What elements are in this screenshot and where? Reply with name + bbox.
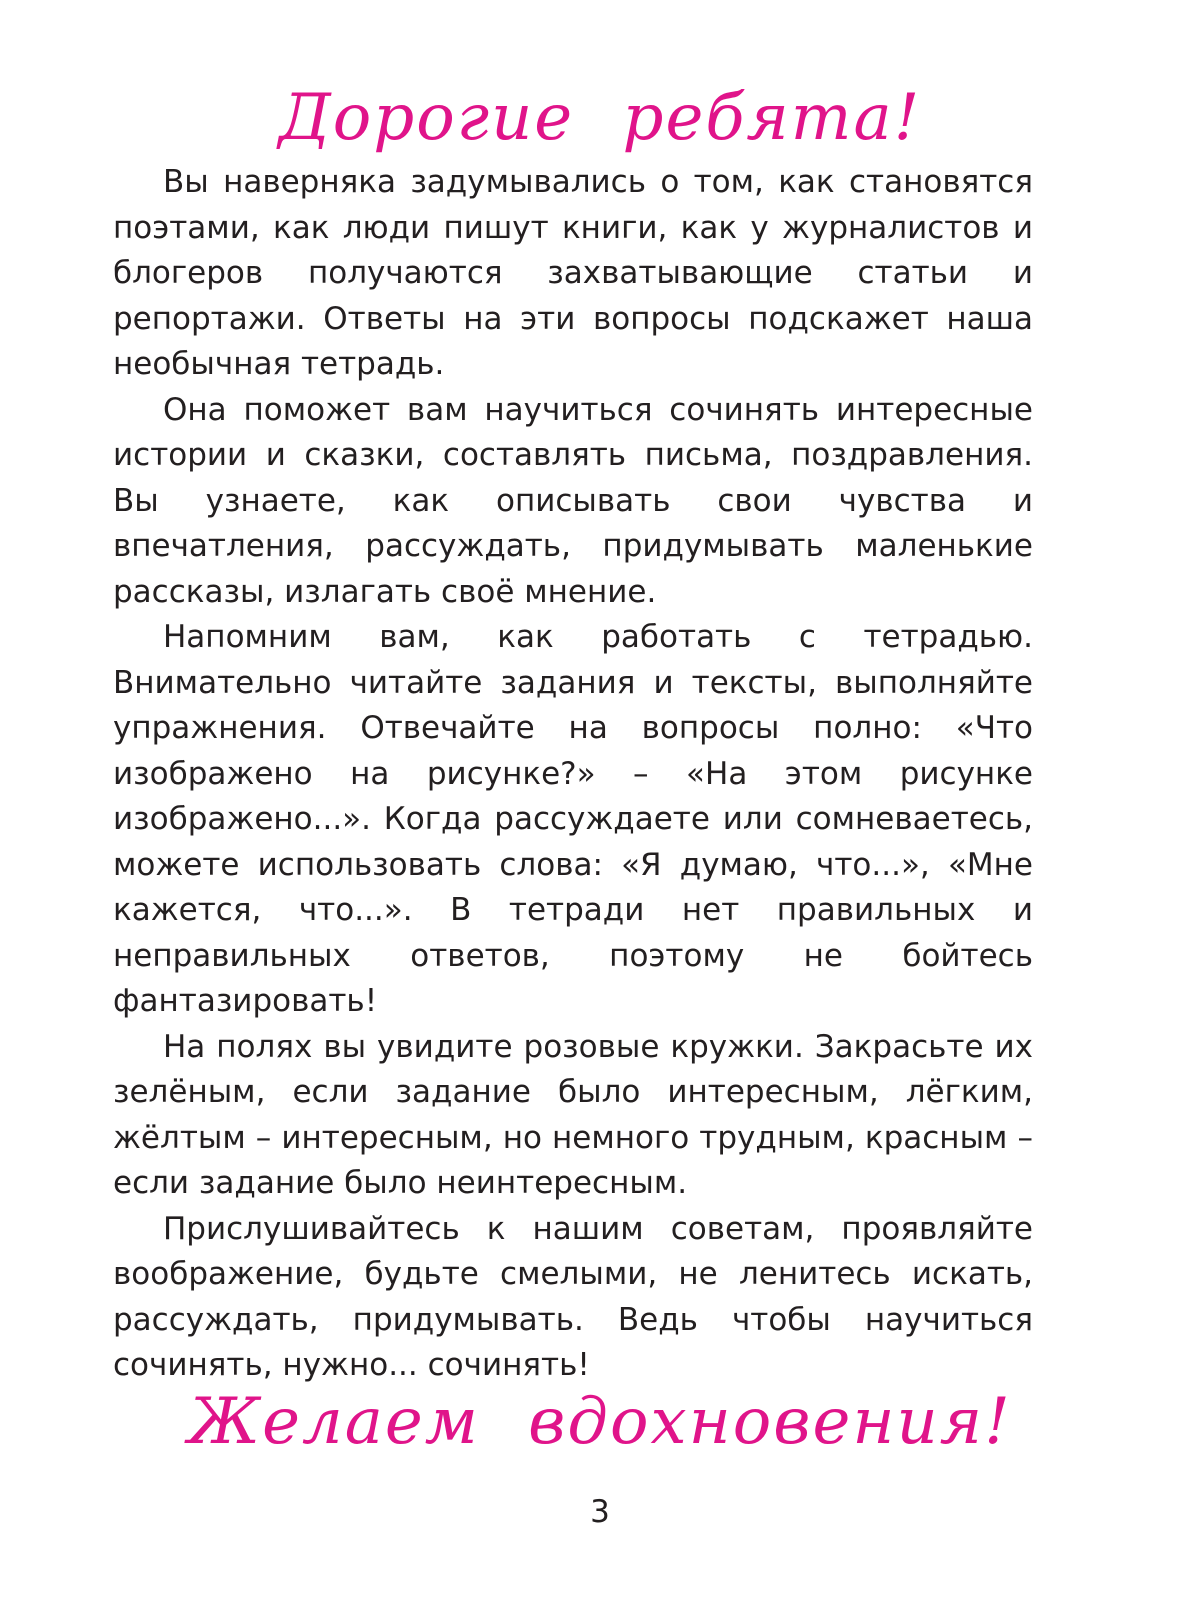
- paragraph-circles: На полях вы увидите розовые кружки. Закрасьте их зелёным, если задание было интересным, лёгким, жёлтым – интересным, но немного трудным, красным – если задание было неинтересным.: [113, 1028, 1033, 1201]
- closing-heading: Желаем вдохновения!: [188, 1385, 1012, 1459]
- greeting-heading: Дорогие ребята!: [278, 81, 922, 155]
- paragraph-instructions: Напомним вам, как работать с тетрадью. Внимательно читайте задания и тексты, выполняйте упражнения. Отвечайте на вопросы полно: «Что изображено на рисунке?» – «На этом рисунке изображено...». Когда рассуждаете или сомневаетесь, можете использовать слова: «Я думаю, что...», «Мне кажется, что...». В тетради нет правильных и неправильных ответов, поэтому не бойтесь фантазировать!: [113, 619, 1033, 1019]
- paragraph-advice: Прислушивайтесь к нашим советам, проявляйте воображение, будьте смелыми, не ленитесь искать, рассуждать, придумывать. Ведь чтобы научиться сочинять, нужно... сочинять!: [113, 1210, 1033, 1383]
- paragraph-intro: Вы наверняка задумывались о том, как становятся поэтами, как люди пишут книги, как у журналистов и блогеров получаются захватывающие статьи и репортажи. Ответы на эти вопросы подскажет наша необычная тетрадь.: [113, 164, 1033, 382]
- body-text: [113, 160, 1033, 1389]
- paragraph-skills: Она поможет вам научиться сочинять интересные истории и сказки, составлять письма, поздравления. Вы узнаете, как описывать свои чувства и впечатления, рассуждать, придумывать маленькие рассказы, излагать своё мнение.: [113, 391, 1033, 610]
- page-number: 3: [590, 1494, 610, 1530]
